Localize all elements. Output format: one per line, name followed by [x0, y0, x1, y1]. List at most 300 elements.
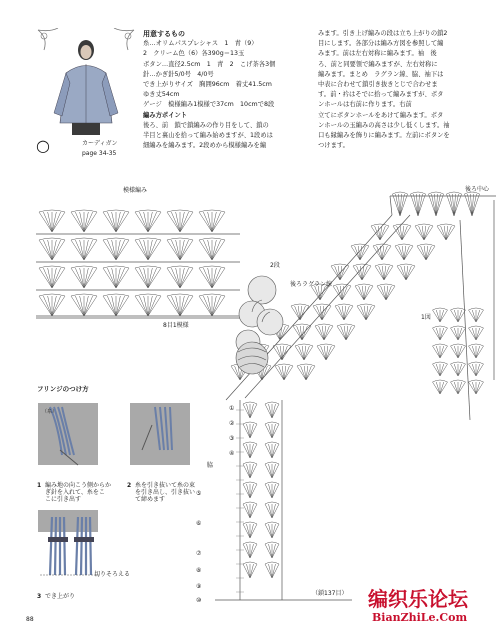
stitch-arc: [265, 482, 279, 484]
stitch-arc: [393, 192, 408, 194]
stitch-arc: [265, 402, 279, 404]
stitch-stroke: [250, 404, 257, 418]
stitch-arc: [469, 362, 484, 364]
stitch-stroke: [265, 464, 272, 478]
stitch-arc: [469, 326, 484, 328]
stitch-stroke: [148, 212, 157, 232]
stitch-stroke: [436, 382, 440, 394]
materials-line: ボタン…直径2.5cm 1 青 2 こげ茶各3個: [143, 60, 276, 68]
stitch-stroke: [472, 382, 476, 394]
stitch-stroke: [171, 268, 180, 288]
stitch-stroke: [469, 310, 477, 322]
stitch-arc: [243, 522, 257, 524]
side-label: 脇: [207, 462, 214, 469]
stitch-arc: [451, 344, 466, 346]
stitch-stroke: [451, 328, 459, 340]
stitch-stroke: [272, 484, 279, 498]
materials-line: 半目と裏山を拾って編み始めますが、1段めは: [143, 132, 273, 140]
fringe-step2-illustration: [130, 403, 190, 465]
stitch-stroke: [472, 310, 476, 322]
figure-label: 1図: [421, 314, 431, 321]
stitch-stroke: [433, 364, 441, 376]
stitch-arc: [199, 238, 225, 240]
stitch-stroke: [469, 346, 477, 358]
stitch-stroke: [139, 296, 148, 316]
stitch-stroke: [139, 268, 148, 288]
stitch-stroke: [269, 544, 273, 558]
stitch-stroke: [476, 328, 484, 340]
stitch-arc: [243, 422, 257, 424]
stitch-stroke: [148, 240, 157, 260]
stitch-stroke: [84, 268, 93, 288]
stitch-stroke: [116, 268, 125, 288]
stitch-stroke: [171, 240, 180, 260]
stitch-stroke: [75, 212, 84, 232]
stitch-arc: [411, 192, 426, 194]
row-number: ⑨: [196, 583, 202, 590]
stitch-arc: [243, 402, 257, 404]
stitch-stroke: [269, 524, 273, 538]
svg-text:（糸）: （糸）: [42, 409, 58, 415]
stitch-stroke: [243, 504, 250, 518]
stitch-stroke: [272, 424, 276, 438]
fringe-step1-num: 1: [37, 482, 42, 489]
stitch-stroke: [250, 484, 254, 498]
stitch-stroke: [272, 424, 279, 438]
stitch-arc: [135, 266, 161, 268]
stitch-stroke: [212, 268, 221, 288]
stitch-stroke: [272, 444, 276, 458]
materials-line: でき上がりサイズ 胸囲96cm 着丈41.5cm: [143, 81, 272, 89]
stitch-arc: [335, 304, 353, 306]
stitch-stroke: [203, 268, 212, 288]
materials-line: 2 クリーム色（6）各390g＝13玉: [143, 50, 245, 58]
row-number: ⑧: [196, 567, 202, 574]
stitch-stroke: [84, 212, 93, 232]
stitch-stroke: [451, 382, 459, 394]
stitch-stroke: [75, 296, 84, 316]
stitch-stroke: [43, 268, 52, 288]
stitch-arc: [451, 326, 466, 328]
stitch-stroke: [454, 364, 458, 376]
stitch-stroke: [250, 444, 257, 458]
option-marker: ○: [36, 136, 50, 155]
stitch-stroke: [243, 444, 250, 458]
chart-line: [460, 220, 470, 420]
stitch-stroke: [272, 404, 276, 418]
stitch-stroke: [247, 424, 251, 438]
stitch-stroke: [265, 524, 272, 538]
row-number: ④: [229, 450, 235, 457]
stitch-stroke: [451, 310, 459, 322]
stitch-stroke: [469, 328, 477, 340]
stitch-stroke: [250, 464, 254, 478]
fringe-title: フリンジのつけ方: [37, 385, 89, 393]
stitch-stroke: [440, 382, 444, 394]
stitch-stroke: [476, 382, 484, 394]
stitch-stroke: [203, 212, 212, 232]
stitch-stroke: [469, 382, 477, 394]
stitch-stroke: [269, 564, 273, 578]
stitch-stroke: [247, 524, 251, 538]
stitch-stroke: [107, 212, 116, 232]
stitch-stroke: [440, 310, 444, 322]
stitch-stroke: [203, 240, 212, 260]
watermark-en: BianZhiLe.Com: [372, 611, 468, 624]
stitch-stroke: [148, 268, 157, 288]
stitch-arc: [167, 266, 193, 268]
watermark-cn: 编织乐论坛: [368, 587, 468, 611]
stitch-stroke: [469, 364, 477, 376]
stitch-arc: [371, 224, 389, 226]
stitch-stroke: [476, 346, 484, 358]
stitch-stroke: [451, 364, 459, 376]
stitch-stroke: [476, 346, 480, 358]
instructions-line: みます。引き上げ編みの段は立ち上がりの鎖2: [318, 30, 448, 37]
stitch-stroke: [250, 544, 254, 558]
stitch-arc: [451, 362, 466, 364]
stitch-stroke: [458, 328, 466, 340]
fringe-cut-label: 切りそろえる: [94, 571, 131, 578]
stitch-stroke: [212, 240, 221, 260]
stitch-stroke: [171, 212, 180, 232]
instructions-line: 立てにボタンホールをあけて編みます。ボタ: [318, 111, 444, 119]
stitch-stroke: [269, 464, 273, 478]
stitch-stroke: [250, 524, 254, 538]
stitch-arc: [415, 224, 433, 226]
stitch-stroke: [272, 544, 279, 558]
stitch-arc: [103, 238, 129, 240]
row-number: ⑤: [196, 490, 202, 497]
stitch-stroke: [265, 404, 272, 418]
stitch-stroke: [250, 464, 257, 478]
stitch-stroke: [269, 484, 273, 498]
page-number: 88: [26, 616, 34, 623]
stitch-arc: [39, 266, 65, 268]
stitch-stroke: [43, 296, 52, 316]
stitch-arc: [357, 304, 375, 306]
stitch-stroke: [265, 564, 272, 578]
stitch-stroke: [272, 524, 279, 538]
stitch-stroke: [272, 564, 279, 578]
row-number: ⑦: [196, 550, 202, 557]
stitch-stroke: [458, 346, 462, 358]
stitch-stroke: [107, 240, 116, 260]
stitch-arc: [265, 522, 279, 524]
stitch-stroke: [180, 296, 189, 316]
stitch-stroke: [458, 346, 466, 358]
stitch-arc: [135, 238, 161, 240]
stitch-stroke: [250, 564, 254, 578]
stitch-stroke: [243, 404, 250, 418]
stitch-stroke: [272, 504, 279, 518]
stitch-stroke: [451, 346, 459, 358]
stitch-arc: [167, 238, 193, 240]
instructions-line: ろ、前と同要領で編みますが、左右対称に: [318, 60, 438, 68]
fringe-step3-illustration: [38, 510, 100, 575]
stitch-stroke: [107, 268, 116, 288]
stitch-stroke: [180, 212, 189, 232]
model-page: page 34-35: [82, 150, 117, 157]
stitch-stroke: [43, 212, 52, 232]
model-label: カーディガン: [82, 140, 118, 147]
fringe-step1-text: 編み地の向こう側からか ぎ針を入れて、糸をこ こに引き出す: [45, 482, 112, 504]
stitch-stroke: [458, 382, 462, 394]
stitch-stroke: [265, 504, 272, 518]
stitch-stroke: [458, 328, 462, 340]
stitch-arc: [433, 362, 448, 364]
stitch-stroke: [436, 310, 440, 322]
stitch-stroke: [247, 444, 251, 458]
stitch-arc: [243, 462, 257, 464]
stitch-arc: [265, 502, 279, 504]
stitch-stroke: [250, 444, 254, 458]
back-raglan-label: 後ろラグラン線: [290, 281, 333, 288]
instructions-line: 編みます。まとめ ラグラン線、脇、袖下は: [318, 70, 444, 78]
stitch-stroke: [265, 424, 272, 438]
stitch-stroke: [269, 504, 273, 518]
instructions-line: ンホールの玉編みの高さは少し低くします。袖: [318, 121, 450, 129]
stitch-stroke: [75, 240, 84, 260]
stitch-stroke: [52, 240, 61, 260]
stitch-stroke: [250, 504, 254, 518]
stitch-stroke: [250, 404, 254, 418]
stitch-stroke: [476, 382, 480, 394]
materials-line: 編み方ポイント: [143, 111, 188, 119]
materials-line: 針…かぎ針5/0号 4/0号: [143, 70, 214, 78]
stitch-arc: [243, 542, 257, 544]
stitch-arc: [167, 294, 193, 296]
stitch-arc: [265, 542, 279, 544]
row-number: ⑩: [196, 597, 202, 604]
instructions-line: みます。前は左右対称に編みます。袖 後: [318, 50, 437, 58]
stitch-arc: [265, 442, 279, 444]
stitch-stroke: [433, 328, 441, 340]
stitch-arc: [135, 294, 161, 296]
fringe-step2-text: 糸を引き抜いて糸の束 を引き出し、引き抜い て締めます: [135, 482, 196, 504]
stitch-stroke: [476, 310, 484, 322]
instructions-line: 中表に合わせて鎖引き抜きとじで合わせま: [318, 81, 438, 89]
stitch-stroke: [247, 464, 251, 478]
stitch-arc: [199, 210, 225, 212]
stitch-arc: [433, 308, 448, 310]
stitch-arc: [355, 284, 373, 286]
stitch-stroke: [43, 240, 52, 260]
stitch-arc: [295, 344, 313, 346]
stitch-stroke: [250, 524, 257, 538]
stitch-stroke: [116, 240, 125, 260]
stitch-arc: [71, 266, 97, 268]
materials-title: 用意するもの: [143, 30, 185, 38]
stitch-stroke: [440, 364, 448, 376]
chart-line: [390, 196, 392, 215]
fringe-step1-illustration: [38, 403, 98, 465]
stitch-stroke: [458, 310, 462, 322]
stitch-stroke: [272, 464, 279, 478]
fringe-step3-num: 3: [37, 593, 42, 600]
stitch-stroke: [472, 328, 476, 340]
stitch-arc: [433, 380, 448, 382]
stitch-arc: [353, 264, 371, 266]
stitch-arc: [429, 192, 444, 194]
stitch-stroke: [265, 444, 272, 458]
stitch-arc: [447, 192, 462, 194]
stitch-stroke: [139, 212, 148, 232]
stitch-arc: [437, 224, 455, 226]
stitch-stroke: [269, 404, 273, 418]
instructions-line: す。前・衿はそでに拾って編みますが、ボタ: [318, 91, 444, 99]
stitch-stroke: [272, 564, 276, 578]
row-number: ②: [229, 420, 235, 427]
instructions-line: 口も縁編みを飾りに編みます。左前にボタンを: [318, 132, 450, 140]
stitch-arc: [71, 238, 97, 240]
stitch-arc: [377, 284, 395, 286]
stitch-stroke: [476, 328, 480, 340]
stitch-stroke: [436, 328, 440, 340]
stitch-stroke: [454, 328, 458, 340]
stitch-stroke: [272, 544, 276, 558]
pattern-label: 模様編み: [123, 187, 148, 194]
materials-line: 後ろ、前 鎖で鎖編みの作り目をして、鎖の: [143, 121, 269, 129]
stitch-stroke: [247, 544, 251, 558]
raglan-pair-label: 2段: [270, 262, 280, 269]
stitch-stroke: [212, 212, 221, 232]
stitch-stroke: [148, 296, 157, 316]
stitch-stroke: [269, 444, 273, 458]
stitch-arc: [433, 344, 448, 346]
stitch-arc: [469, 380, 484, 382]
stitch-stroke: [247, 484, 251, 498]
stitch-stroke: [250, 424, 254, 438]
stitch-stroke: [436, 364, 440, 376]
stitch-stroke: [203, 296, 212, 316]
stitch-stroke: [272, 504, 276, 518]
stitch-arc: [135, 210, 161, 212]
row-number: ③: [229, 435, 235, 442]
stitch-arc: [291, 304, 309, 306]
stitch-stroke: [247, 404, 251, 418]
stitch-arc: [293, 324, 311, 326]
fringe-step3-text: でき上がり: [45, 593, 76, 600]
stitch-stroke: [84, 240, 93, 260]
stitch-stroke: [84, 296, 93, 316]
stitch-arc: [199, 294, 225, 296]
stitch-stroke: [440, 346, 444, 358]
stitch-stroke: [52, 212, 61, 232]
stitch-stroke: [250, 564, 257, 578]
stitch-arc: [71, 210, 97, 212]
stitch-stroke: [243, 544, 250, 558]
stitch-stroke: [212, 296, 221, 316]
stitch-stroke: [52, 296, 61, 316]
stitch-stroke: [272, 524, 276, 538]
stitch-arc: [315, 324, 333, 326]
stitch-arc: [297, 364, 315, 366]
chart-line: [245, 215, 410, 398]
stitch-arc: [71, 294, 97, 296]
stitch-stroke: [250, 544, 257, 558]
stitch-stroke: [476, 364, 480, 376]
stitch-stroke: [180, 240, 189, 260]
stitch-arc: [333, 284, 351, 286]
stitch-arc: [103, 294, 129, 296]
stitch-stroke: [52, 268, 61, 288]
stitch-stroke: [243, 524, 250, 538]
stitch-stroke: [440, 382, 448, 394]
stitch-stroke: [458, 382, 466, 394]
stitch-arc: [39, 238, 65, 240]
stitch-arc: [39, 294, 65, 296]
stitch-arc: [417, 244, 435, 246]
stitch-stroke: [265, 544, 272, 558]
stitch-stroke: [454, 346, 458, 358]
stitch-stroke: [454, 382, 458, 394]
stitch-stroke: [243, 484, 250, 498]
stitch-arc: [199, 266, 225, 268]
instructions-line: ンホールは右前に作ります。右前: [318, 101, 412, 109]
stitch-arc: [265, 462, 279, 464]
stitch-stroke: [433, 310, 441, 322]
stitch-stroke: [440, 310, 448, 322]
stitch-stroke: [247, 564, 251, 578]
stitch-stroke: [243, 424, 250, 438]
stitch-stroke: [180, 268, 189, 288]
stitch-stroke: [433, 346, 441, 358]
stitch-arc: [103, 210, 129, 212]
stitch-stroke: [272, 484, 276, 498]
foundation-label: 8目1模様: [163, 322, 189, 329]
materials-line: 糸…オリムパスプレシャス 1 青（9）: [143, 40, 258, 48]
stitch-arc: [265, 422, 279, 424]
stitch-stroke: [476, 364, 484, 376]
stitch-stroke: [440, 328, 444, 340]
instructions-line: つけます。: [318, 142, 349, 150]
stitch-stroke: [250, 504, 257, 518]
stitch-stroke: [250, 484, 257, 498]
stitch-stroke: [476, 310, 480, 322]
materials-line: ゆき丈54cm: [143, 91, 180, 99]
stitch-arc: [243, 442, 257, 444]
stitch-arc: [451, 308, 466, 310]
stitch-stroke: [171, 296, 180, 316]
stitch-arc: [265, 562, 279, 564]
stitch-stroke: [116, 212, 125, 232]
stitch-arc: [451, 380, 466, 382]
stitch-stroke: [243, 464, 250, 478]
row-number: ⑥: [196, 520, 202, 527]
stitch-stroke: [116, 296, 125, 316]
stitch-stroke: [454, 310, 458, 322]
stitch-stroke: [440, 346, 448, 358]
stitch-stroke: [472, 346, 476, 358]
yarn-ball-illustration: [236, 276, 283, 374]
stitch-stroke: [243, 564, 250, 578]
bottom-count-label: （鎖137目）: [312, 590, 348, 597]
materials-line: ゲージ 模様編み1模様で37cm 10cmで8段: [143, 101, 275, 109]
stitch-arc: [39, 210, 65, 212]
stitch-arc: [433, 326, 448, 328]
stitch-arc: [243, 502, 257, 504]
stitch-stroke: [458, 364, 466, 376]
stitch-stroke: [272, 444, 279, 458]
stitch-arc: [337, 324, 355, 326]
stitch-stroke: [472, 364, 476, 376]
stitch-stroke: [436, 346, 440, 358]
stitch-stroke: [250, 424, 257, 438]
stitch-stroke: [272, 404, 279, 418]
stitch-stroke: [107, 296, 116, 316]
materials-line: 細編みを編みます。2段めから模様編みを編: [143, 142, 267, 150]
